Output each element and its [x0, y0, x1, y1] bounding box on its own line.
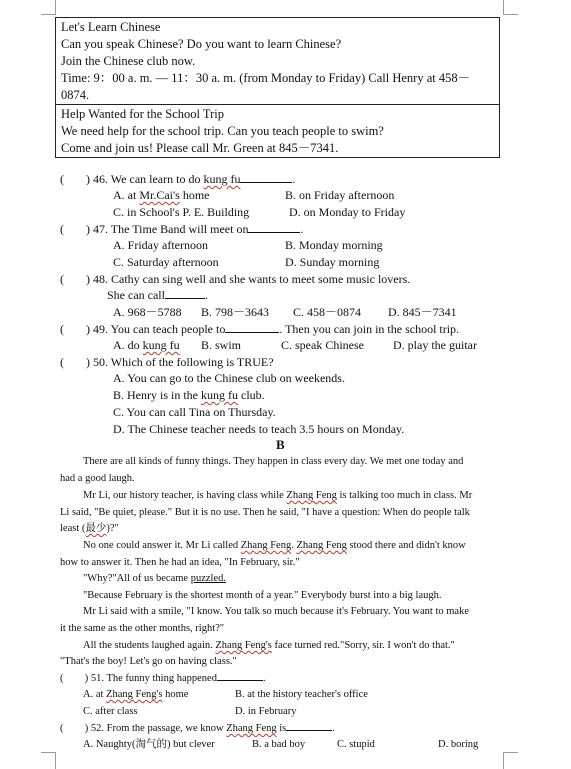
- answer-bracket-close: ): [86, 272, 90, 286]
- passage-name: Zhang Feng: [296, 540, 347, 551]
- question-stem-end: .: [262, 673, 266, 684]
- option-b: B. on Friday afternoon: [285, 188, 395, 202]
- passage-text: "Why?"All of us became: [83, 573, 189, 584]
- answer-bracket-close: ): [86, 172, 90, 186]
- answer-bracket-open: (: [60, 723, 64, 734]
- question-stem-term: kung fu: [203, 172, 241, 186]
- question-47: [60, 221, 303, 237]
- option-d: D. 845－7341: [388, 305, 457, 319]
- option-a: [83, 687, 188, 703]
- option-term: kung fu: [142, 338, 180, 352]
- option-a: A. Friday afternoon: [113, 238, 208, 252]
- option-a: A. Naughty(淘气的) but clever: [83, 739, 215, 750]
- question-number: 48.: [93, 272, 108, 286]
- question-stem: The funny thing happened: [106, 673, 217, 684]
- answer-bracket-open: (: [60, 673, 64, 684]
- answer-blank: [225, 321, 279, 333]
- question-stem-end: .: [300, 222, 304, 236]
- option-d: D. The Chinese teacher needs to teach 3.5 hours on Monday.: [113, 422, 405, 436]
- question-51: [60, 670, 266, 687]
- notice-text: Time: 9：00 a. m. — 11：30 a. m. (from Monday to Friday) Call Henry at 458－: [61, 71, 471, 85]
- section-heading: B: [276, 437, 285, 452]
- question-stem: Which of the following is TRUE?: [110, 355, 274, 369]
- question-number: 47.: [93, 222, 108, 236]
- notice-title: Let's Learn Chinese: [61, 20, 161, 34]
- answer-blank: [165, 287, 205, 299]
- passage-line: "That's the boy! Let's go on having class.": [60, 656, 237, 667]
- passage-line: [83, 638, 455, 654]
- question-number: 52.: [90, 723, 104, 734]
- question-number: 49.: [93, 322, 108, 336]
- passage-text: least (: [60, 523, 86, 534]
- option-a: A. 968－5788: [113, 305, 182, 319]
- answer-blank: [286, 720, 332, 731]
- question-stem: She can call: [107, 288, 165, 302]
- answer-bracket-open: (: [60, 355, 64, 369]
- option-c: C. after class: [83, 706, 138, 717]
- option-text: A. at: [83, 689, 104, 700]
- answer-blank: [217, 670, 263, 681]
- passage-text: stood there and didn't know: [349, 540, 466, 551]
- passage-text: All the students laughed again.: [83, 640, 213, 651]
- passage-line: it the same as the other months, right?": [60, 623, 225, 634]
- option-b: [113, 387, 265, 403]
- question-52: [60, 720, 335, 737]
- passage-line: [83, 538, 466, 554]
- question-number: 50.: [93, 355, 108, 369]
- option-text-end: club.: [241, 388, 265, 402]
- answer-bracket-close: ): [86, 322, 90, 336]
- question-46: [60, 171, 295, 187]
- question-stem-end: .: [204, 288, 208, 302]
- notice-text: Can you speak Chinese? Do you want to learn Chinese?: [61, 37, 342, 51]
- passage-text: face turned red."Sorry, sir. I won't do that.": [274, 640, 455, 651]
- answer-bracket-open: (: [60, 322, 64, 336]
- answer-blank: [248, 221, 300, 233]
- passage-name: Zhang Feng's: [215, 640, 272, 651]
- question-stem-end: . Then you can join in the school trip.: [279, 322, 460, 336]
- answer-bracket-open: (: [60, 272, 64, 286]
- answer-bracket-close: ): [86, 222, 90, 236]
- notice-text: We need help for the school trip. Can you teach people to swim?: [61, 124, 384, 138]
- answer-bracket-open: (: [60, 222, 64, 236]
- passage-line: how to answer it. Then he had an idea, "In February, sir.": [60, 557, 300, 568]
- option-c: C. speak Chinese: [281, 338, 364, 352]
- option-b: B. at the history teacher's office: [235, 689, 368, 700]
- question-50: [60, 354, 274, 370]
- option-b: B. Monday morning: [285, 238, 383, 252]
- notice-text: Join the Chinese club now.: [61, 54, 196, 68]
- question-number: 51.: [90, 673, 104, 684]
- option-a: [113, 337, 180, 353]
- chinese-club-notice: [56, 18, 499, 104]
- passage-text: is talking too much in class. Mr: [339, 490, 473, 501]
- passage-text: Mr Li, our history teacher, is having class while: [83, 490, 284, 501]
- passage-text: )?": [106, 523, 119, 534]
- answer-bracket-open: (: [60, 172, 64, 186]
- passage-line: Mr Li said with a smile, "I know. You talk so much because it's February. You want to make: [83, 606, 469, 617]
- answer-bracket-close: ): [84, 673, 89, 684]
- question-stem-end: .: [292, 172, 296, 186]
- question-stem-term: Zhang Feng: [226, 723, 277, 734]
- crop-mark-bottom-right: [503, 752, 518, 769]
- option-c: C. You can call Tina on Thursday.: [113, 405, 276, 419]
- passage-line: [83, 571, 226, 587]
- option-d: D. play the guitar: [393, 338, 477, 352]
- option-term: kung fu: [201, 388, 238, 402]
- crop-mark-bottom-left: [41, 752, 56, 769]
- option-text: B. Henry is in the: [113, 388, 198, 402]
- answer-bracket-close: ): [84, 723, 89, 734]
- question-stem: is: [279, 723, 287, 734]
- option-text-end: home: [182, 188, 210, 202]
- option-b: B. swim: [201, 338, 242, 352]
- help-wanted-notice: [56, 104, 499, 157]
- option-text-end: home: [165, 689, 189, 700]
- notice-text: 0874.: [61, 88, 90, 102]
- passage-text: No one could answer it. Mr Li called: [83, 540, 239, 551]
- passage-line: had a good laugh.: [60, 473, 135, 484]
- option-term: Zhang Feng's: [106, 689, 163, 700]
- option-c: C. 458－0874: [293, 305, 362, 319]
- question-stem: Cathy can sing well and she wants to meet some music lovers.: [111, 272, 411, 286]
- passage-line: "Because February is the shortest month of a year." Everybody burst into a big laugh.: [83, 590, 442, 601]
- passage-line: Li said, "Be quiet, please." But it is no use. Then he said, "I have a question: When do people talk: [60, 507, 470, 518]
- option-d: D. on Monday to Friday: [289, 205, 406, 219]
- question-stem: The Time Band will meet on: [110, 222, 249, 236]
- question-48: [60, 271, 410, 287]
- passage-line: [60, 521, 119, 537]
- notice-title: Help Wanted for the School Trip: [61, 107, 224, 121]
- passage-underlined-word: puzzled.: [190, 573, 226, 584]
- option-text: A. at: [113, 188, 137, 202]
- option-term: Mr.Cai's: [139, 188, 180, 202]
- question-stem: From the passage, we know: [106, 723, 224, 734]
- question-number: 46.: [93, 172, 108, 186]
- option-c: C. stupid: [337, 739, 375, 750]
- answer-blank: [240, 171, 292, 183]
- crop-mark-top-left: [41, 0, 56, 15]
- option-b: B. 798－3643: [201, 305, 270, 319]
- question-49: [60, 321, 459, 337]
- question-48-line2: [107, 287, 208, 303]
- notice-text: Come and join us! Please call Mr. Green at 845－7341.: [61, 141, 339, 155]
- answer-bracket-close: ): [86, 355, 90, 369]
- notice-table: [55, 17, 500, 158]
- option-c: C. in School's P. E. Building: [113, 205, 250, 219]
- option-d: D. boring: [438, 739, 479, 750]
- question-stem: We can learn to do: [110, 172, 201, 186]
- option-text: A. do: [113, 338, 140, 352]
- option-a: [113, 187, 210, 203]
- passage-name: Zhang Feng: [286, 490, 337, 501]
- option-d: D. Sunday morning: [285, 255, 380, 269]
- passage-gloss: 最少: [85, 523, 107, 534]
- passage-name: Zhang Feng: [240, 540, 292, 551]
- passage-text: .: [291, 540, 294, 551]
- crop-mark-top-right: [503, 0, 518, 15]
- passage-line: [83, 488, 472, 504]
- option-c: C. Saturday afternoon: [113, 255, 219, 269]
- option-d: D. in February: [235, 706, 297, 717]
- passage-line: There are all kinds of funny things. They happen in class every day. We met one today and: [83, 456, 464, 467]
- question-stem: You can teach people to: [110, 322, 226, 336]
- question-stem-end: .: [332, 723, 335, 734]
- option-a: A. You can go to the Chinese club on weekends.: [113, 371, 345, 385]
- option-b: B. a bad boy: [252, 739, 306, 750]
